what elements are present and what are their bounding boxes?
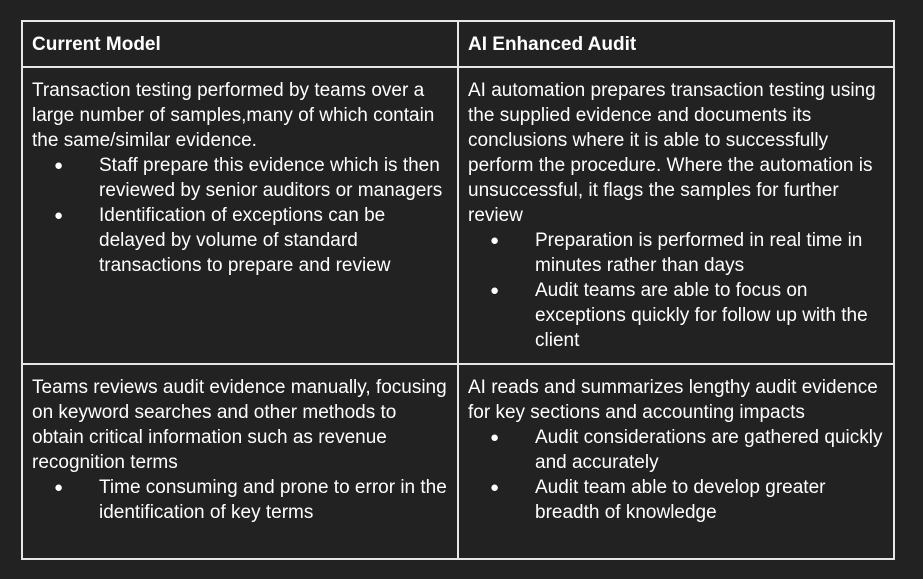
bullet-text: Preparation is performed in real time in minutes rather than days <box>535 230 863 276</box>
bullet-text: Time consuming and prone to error in the identification of key terms <box>99 477 447 523</box>
bullet-icon: ● <box>54 207 64 224</box>
bullet-list <box>32 475 447 525</box>
list-item <box>468 475 883 525</box>
list-item <box>32 203 447 278</box>
cell-current-evidence-review <box>22 364 458 559</box>
bullet-icon: ● <box>490 282 500 299</box>
bullet-text: Audit team able to develop greater breadth of knowledge <box>535 477 826 523</box>
bullet-text: Audit teams are able to focus on exceptions quickly for follow up with the client <box>535 280 868 351</box>
cell-text: AI automation prepares transaction testing using the supplied evidence and documents its conclusions where it is able to successfully perform the procedure. Where the automation is unsuccessful, it flags the samples for further review <box>468 80 876 226</box>
cell-text: Transaction testing performed by teams over a large number of samples,many of which contain the same/similar evidence. <box>32 80 435 151</box>
header-row <box>22 21 894 67</box>
cell-ai-transaction-testing <box>458 67 894 364</box>
bullet-icon: ● <box>490 232 500 249</box>
list-item <box>468 228 883 278</box>
list-item <box>468 278 883 353</box>
bullet-icon: ● <box>54 479 64 496</box>
bullet-text: Staff prepare this evidence which is then reviewed by senior auditors or managers <box>99 155 443 201</box>
header-current-model: Current Model <box>22 21 458 67</box>
cell-ai-evidence-review <box>458 364 894 559</box>
comparison-table <box>21 20 895 560</box>
table-row <box>22 67 894 364</box>
bullet-text: Audit considerations are gathered quickly and accurately <box>535 427 883 473</box>
list-item <box>32 475 447 525</box>
bullet-icon: ● <box>490 429 500 446</box>
bullet-list <box>468 425 883 525</box>
bullet-text: Identification of exceptions can be delayed by volume of standard transactions to prepare and review <box>99 205 391 276</box>
header-ai-enhanced-audit: AI Enhanced Audit <box>458 21 894 67</box>
list-item <box>468 425 883 475</box>
bullet-list <box>468 228 883 353</box>
cell-text: Teams reviews audit evidence manually, focusing on keyword searches and other methods to obtain critical information such as revenue recognition terms <box>32 377 447 473</box>
bullet-icon: ● <box>54 157 64 174</box>
bullet-list <box>32 153 447 278</box>
cell-text: AI reads and summarizes lengthy audit evidence for key sections and accounting impacts <box>468 377 878 423</box>
cell-current-transaction-testing <box>22 67 458 364</box>
list-item <box>32 153 447 203</box>
bullet-icon: ● <box>490 479 500 496</box>
table-row <box>22 364 894 559</box>
